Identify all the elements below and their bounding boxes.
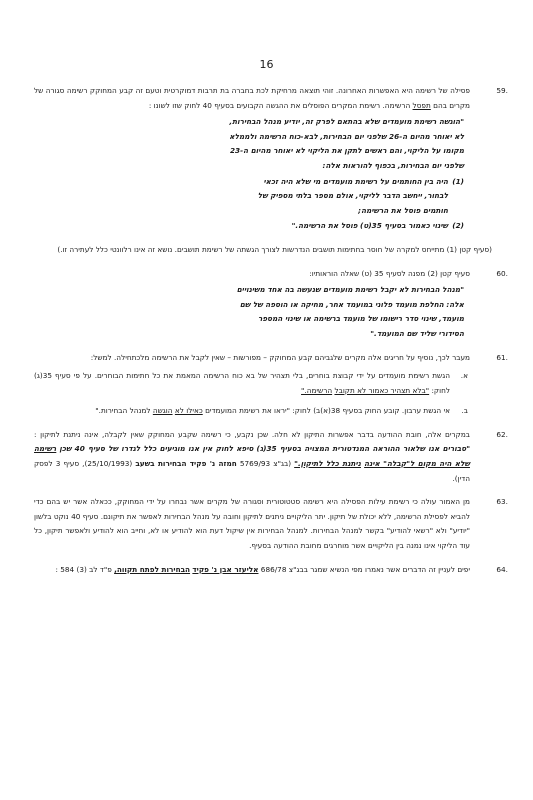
list-label: ב.	[461, 406, 468, 416]
list-item-b	[34, 404, 470, 419]
parenthetical-note	[34, 243, 492, 258]
citation-text: הדין).	[452, 473, 470, 483]
underlined-text: הוגשה	[152, 406, 173, 416]
paragraph-60	[34, 267, 508, 342]
text-line: או לא, וחייב הוא להודיע ולאפשר תיקון, כל עוד הליקוי אינו נמנה בין הליקויים אשר מוחרגים	[34, 526, 470, 551]
quote-line: היה בין החותמים על רשימת מועמדים מי שלא היה זכאי	[263, 176, 448, 186]
paragraph-59	[34, 84, 508, 234]
text-line: מן האמור עולה כי רשימת עילות הפסילה היא רשימה סטטוטורית וסגורה של מקרים אשר נבחרו	[168, 497, 470, 507]
bold-quote: סיפא לחוק אין אנו מוגיעים כלל לגדרו של סעיף 40 שכן	[59, 444, 254, 454]
paragraph-number: 61.	[496, 352, 508, 362]
paragraph-61	[34, 351, 508, 419]
underlined-text: "בלא תצהיר כאמור לא תקובל	[334, 385, 430, 395]
subclause-2	[34, 219, 464, 234]
underlined-bold-quote: ניתנת כלל לתיקון."	[294, 459, 361, 469]
underlined-text: תפסל	[412, 100, 431, 110]
subclause-number: (2)	[452, 221, 464, 231]
quote-line: לא יאוחר מהיום ה-26 שלפני יום הבחירות, לבא-כוח הרשימה ולממלא	[229, 131, 464, 141]
text-line: דמוקרטית וטעם זה קבע המחוקק רשימה סגורה של מקרים בהם	[34, 86, 470, 110]
document-body	[34, 84, 508, 586]
quoted-law-section-35	[34, 283, 470, 341]
quote-line: שינוי כאמור בסעיף 35(ט) פוסל את הרשימה."	[291, 221, 448, 231]
paragraph-62	[34, 428, 508, 486]
paragraph-number: 64.	[496, 564, 508, 574]
bold-quote: "סבורים אנו שלאור ההוראה המנדטורית המצויה בסעיף 35(ג)	[256, 444, 471, 454]
paragraph-64	[34, 563, 508, 578]
quote-line: "מנהל הבחירות לא יקבל רשימת מועמדים שנעשה בה אחד משינויים	[236, 285, 464, 295]
text-line: מחובת ההודעה בסעיף.	[249, 541, 322, 551]
text-line: "יודיע" ולא "רשאי להודיע" בקשר למנהל הבחירות. למנהל הבחירות אין שיקול דעת הוא להודיע	[171, 526, 471, 536]
paragraph-number: 63.	[496, 497, 508, 507]
text-line: הליקויים ניתנים לתיקון וחובה על מנהל הבחירות לאפשר את תיקונם. סעיף 40 נוקט בלשון	[34, 511, 313, 521]
paragraph-number: 60.	[496, 268, 508, 278]
text-line: יפים לעניין זה הדברים אשר נאמרו מפי הנשיא שמגר בבג"צ 686/78	[260, 564, 470, 574]
quote-line: אלה: החלפת מועמד פלוני במועמד אחר, מחיקה או הוספה של שם	[239, 299, 464, 309]
list-item-a	[34, 369, 470, 398]
text-line: במקרים אלה, חובת ההודעה בדבר אפשרות התיקון לא חלה. שכן נקבע, כי רשימה שקבע המחוקק	[147, 429, 470, 439]
paragraph-number: 62.	[496, 429, 508, 439]
text-line: את כל חתימות הבוחרים. על פי סעיף 35(ג) לחוק:	[34, 371, 450, 395]
quote-line: מועמד, שינוי סדר רישומו של מועמד ברשימה או שינוי המספר	[257, 314, 464, 324]
paragraph-63	[34, 495, 508, 553]
subclause-number: (1)	[452, 176, 464, 186]
page-number: 16	[259, 58, 274, 71]
citation-text: (25/10/1993), סעיף 3 לפסק	[34, 459, 133, 469]
quote-line: שלפני יום הבחירות, בכפוף להוראות אלה:	[322, 160, 464, 170]
text-line: פסילה של רשימה היא האפשרות האחרונה. זוהי תוצאה מרחיקת לכת בחברה בת תרבות	[197, 86, 470, 95]
quote-line: לבחור, ייחשב הדבר לליקוי, אולם מספר בלתי מספיק של	[257, 191, 448, 201]
text-line: מעבר לכך, נוסיף על חריגים אלה מקרים שלגביהם קבע המחוקק – מפורשות – שאין לקבל את	[179, 352, 470, 362]
text-line: הרשימה מלכתחילה. למשל:	[90, 352, 178, 362]
text-line: (סעיף קטן (1) מתייחס למקרה של חוסר בחתימות תושבים הנדרשות לצורך הגשתה של	[224, 244, 492, 254]
text-line: סעיף קטן (2) מפנה לסעיף 35 (ט) שאלה הוראותיו:	[309, 268, 470, 278]
quote-line: הסידורי שליד שם המועמד."	[370, 328, 464, 338]
quote-line: מקומו על הליקוי, והם ראשים לתקן את הליקוי לא יאוחר מהיום ה-23	[229, 146, 464, 156]
underlined-bold-quote: רשימה שלא היה מקום ל"קבלה" אינה	[34, 444, 470, 469]
underlined-text: כאילו לא	[174, 406, 203, 416]
list-label: א.	[460, 371, 468, 381]
citation-text: פ"ד לב (3) 584 :	[55, 564, 112, 574]
subclause-1	[34, 175, 464, 219]
text-line: למנהל הבחירות."	[95, 406, 151, 416]
paragraph-number: 59.	[496, 86, 508, 95]
quote-line: חותמים פוסל את הרשימה;	[358, 205, 448, 215]
text-line: רשימת תושבים. נושא זה אינו רלוונטי כלל לעתירה זו.)	[57, 244, 223, 254]
quoted-law-section-40	[34, 115, 470, 234]
underlined-text: הרשימה."	[301, 385, 333, 395]
text-line: הרשימה. רשימת	[359, 100, 411, 110]
text-line: אי הגשת ערבון. קובע החוק בסעיף 38(א)ב) לחוק: "יראו את רשימת המועמדים	[205, 406, 450, 416]
text-line: שאין לקבלה, אינה ניתנת לתיקון :	[34, 429, 145, 439]
case-name: אליעזר אבן נ' פקיד	[192, 564, 259, 574]
text-line: הגשת רשימת מועמדים על ידי קבוצת בוחרים, בלי תצהיר של בא כוח הרשימה המאמת	[176, 371, 450, 381]
case-name: חמזה נ' פקיד הבחירות בשעב	[135, 459, 237, 469]
case-name: הבחירות לפתח תקווה,	[114, 564, 191, 574]
citation-text: (בג"צ 5769/93	[239, 459, 292, 469]
text-line: על ידי המחוקק, ככאלה אשר יש בהם כדי להביא לפסילת הרשימה, ללא יכולת של תיקון. יתר	[34, 497, 470, 521]
text-line: המקרים הפוסלים את ההגשה הקבועים בסעיף 40 לחוק שזו לשונו :	[148, 100, 358, 110]
quote-line: "הוגשה רשימת מועמדים שלא בהתאם לפרק זה, יודיע מנהל הבחירות,	[229, 117, 464, 127]
